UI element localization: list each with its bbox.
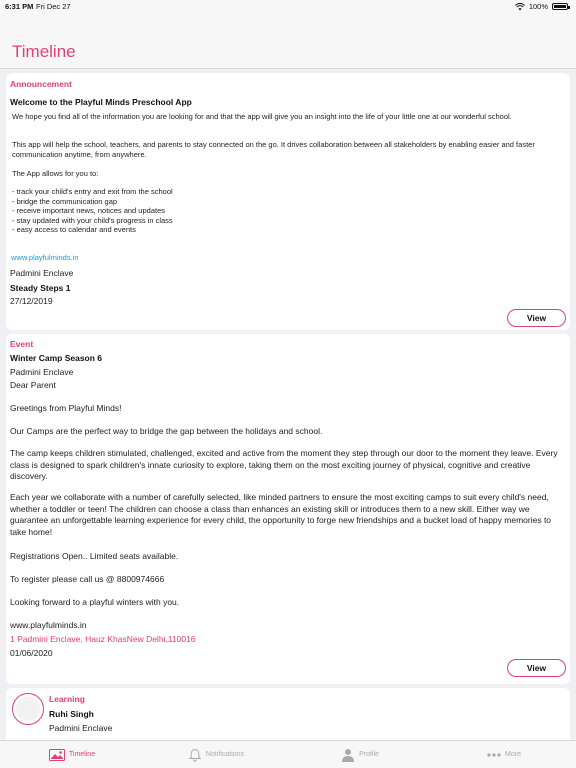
event-card[interactable] [6,334,570,684]
photo-icon [49,749,65,761]
announcement-date: 27/12/2019 [10,296,53,306]
avatar [12,693,44,725]
announcement-para-2: This app will help the school, teachers, and parents to stay connected on the go. It drives collaboration between all stakeholders by enabling easier and faster communication anytime, from anywhere. [12,140,535,159]
learning-location: Padmini Enclave [49,723,113,733]
event-address[interactable]: 1 Padmini Enclave, Hauz KhasNew Delhi,110016 [10,634,196,644]
announcement-para-3: The App allows for you to: [12,169,99,178]
event-para-3: The camp keeps children stimulated, challenged, excited and active from the moment they step through our door to the moment they leave. Every class is designed to spark children's innate curiosity to explore, taking them on the most exciting journey of physical, cognitive and creative discovery. [10,448,558,481]
timeline-feed[interactable] [0,70,576,740]
announcement-link[interactable]: www.playfulminds.in [11,253,79,262]
tab-notifications-label: Notifications [205,751,245,758]
tab-timeline[interactable] [0,741,144,768]
tab-bar [0,740,576,768]
tab-profile[interactable] [288,741,432,768]
learning-name: Ruhi Singh [49,709,94,719]
bell-icon [188,748,202,762]
announcement-view-button[interactable]: View [507,309,566,327]
event-website: www.playfulminds.in [10,620,87,630]
event-para-7: Looking forward to a playful winters with you. [10,597,180,607]
dots-icon [487,753,501,757]
page-title: Timeline [12,42,76,61]
announcement-bullets: - track your child's entry and exit from the school - bridge the communication gap - receive important news, notices and updates - stay updated with your child's progress in class - easy access to calendar and events [12,187,173,234]
person-icon [341,748,355,762]
event-date: 01/06/2020 [10,648,53,658]
battery-percent: 100% [528,2,548,11]
event-location: Padmini Enclave [10,367,74,377]
event-para-1: Greetings from Playful Minds! [10,403,122,413]
tab-notifications[interactable] [144,741,288,768]
nav-bar [0,14,576,69]
announcement-location: Padmini Enclave [10,268,74,278]
event-para-2: Our Camps are the perfect way to bridge the gap between the holidays and school. [10,426,323,436]
event-category: Event [10,339,34,349]
learning-category: Learning [49,694,85,704]
event-para-6: To register please call us @ 8800974666 [10,574,165,584]
status-time: 6:31 PM [5,2,34,11]
event-greeting: Dear Parent [10,380,56,390]
event-title: Winter Camp Season 6 [10,353,103,363]
announcement-para-1: We hope you find all of the information you are looking for and that the app will give you an insight into the life of your little one at our wonderful school. [12,112,512,121]
announcement-card[interactable] [6,73,570,330]
status-date: Fri Dec 27 [36,2,71,11]
announcement-title: Welcome to the Playful Minds Preschool App [10,97,192,107]
status-right [515,2,568,11]
event-para-5: Registrations Open.. Limited seats available. [10,551,179,561]
status-bar [0,0,576,14]
announcement-author: Steady Steps 1 [10,283,71,293]
tab-more-label: More [505,751,521,758]
wifi-icon [515,3,525,11]
event-view-button[interactable]: View [507,659,566,677]
tab-profile-label: Profile [359,751,379,758]
tab-more[interactable] [432,741,576,768]
event-para-4: Each year we collaborate with a number of carefully selected, like minded partners to ensure the most exciting camps to suit every child's need, whether a toddler or teen! The children can choose a class than enhances an existing skill or introduces them to a new skill. Either way we guarantee an unforgettable learning experience for every child, the opportunity to forge new friendships and a bucket load of happy memories to take home! [10,492,552,537]
learning-card[interactable] [6,688,570,740]
announcement-category: Announcement [10,79,72,89]
battery-icon [552,3,568,10]
tab-timeline-label: Timeline [68,751,96,758]
